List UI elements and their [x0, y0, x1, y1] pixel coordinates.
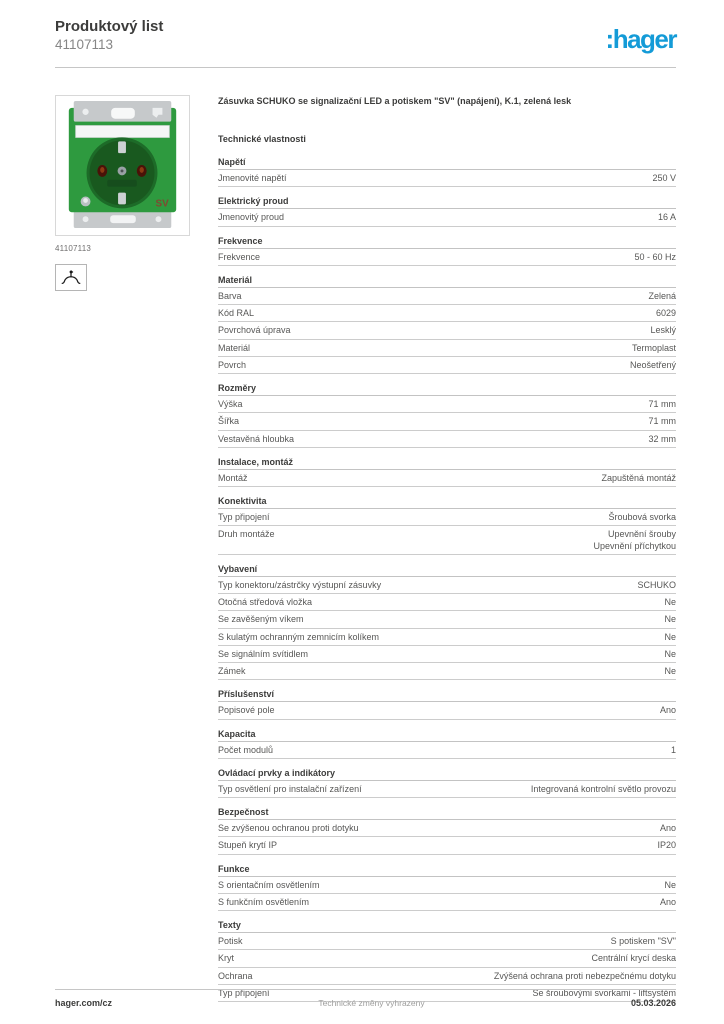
spec-label: Typ konektoru/zástrčky výstupní zásuvky [218, 579, 382, 590]
spec-value-line: Centrální krycí deska [591, 953, 676, 964]
spec-value [648, 416, 676, 427]
earth-clip-bottom [118, 193, 126, 205]
content-area [55, 95, 676, 1011]
spec-value [664, 614, 676, 625]
spec-value-line: 32 mm [648, 433, 676, 444]
spec-section-heading: Napětí [218, 157, 676, 170]
schuko-socket-symbol-icon [55, 264, 87, 291]
page-header [55, 18, 676, 68]
spec-label: Vestavěná hloubka [218, 433, 295, 444]
spec-row [218, 413, 676, 430]
spec-value-line: 71 mm [648, 399, 676, 410]
spec-row [218, 742, 676, 759]
spec-section [218, 729, 676, 759]
spec-value [656, 308, 676, 319]
spec-row [218, 509, 676, 526]
spec-value [593, 529, 676, 552]
spec-value [664, 597, 676, 608]
spec-label: Jmenovitý proud [218, 212, 285, 223]
spec-label: S kulatým ochranným zemnicím kolíkem [218, 631, 380, 642]
spec-value-line: Neošetřený [629, 359, 676, 370]
earth-clip-top [118, 141, 126, 153]
spec-label: Kryt [218, 953, 235, 964]
spec-label: Otočná středová vložka [218, 597, 313, 608]
spec-row [218, 968, 676, 985]
spec-section-heading: Ovládací prvky a indikátory [218, 768, 676, 781]
spec-section-heading: Bezpečnost [218, 807, 676, 820]
spec-label: Montáž [218, 472, 248, 483]
spec-value [664, 666, 676, 677]
right-column [218, 95, 676, 1011]
spec-value [652, 173, 676, 184]
spec-section [218, 157, 676, 187]
spec-section-heading: Vybavení [218, 564, 676, 577]
spec-label: Povrch [218, 359, 247, 370]
spec-value-line: Termoplast [631, 342, 676, 353]
spec-row [218, 933, 676, 950]
spec-value-line: Ne [664, 631, 676, 642]
spec-row [218, 594, 676, 611]
spec-section [218, 383, 676, 448]
spec-label: Potisk [218, 936, 243, 947]
spec-label: Barva [218, 290, 242, 301]
spec-row [218, 629, 676, 646]
spec-value-line: Ano [659, 705, 676, 716]
socket-schematic-glyph [59, 268, 83, 287]
page-footer [55, 989, 676, 1008]
spec-row [218, 357, 676, 374]
spec-value [634, 252, 676, 263]
spec-row [218, 577, 676, 594]
spec-label: Počet modulů [218, 744, 274, 755]
spec-value-line: 16 A [657, 212, 676, 223]
spec-value-line: Se šroubovými svorkami - liftsystém [532, 987, 676, 998]
spec-value-line: S potiskem "SV" [610, 936, 676, 947]
spec-label: S funkčním osvětlením [218, 896, 310, 907]
spec-value [660, 897, 676, 908]
product-photo [55, 95, 190, 236]
spec-row [218, 470, 676, 487]
spec-row [218, 950, 676, 967]
spec-value-line: Integrovaná kontrolní světlo provozu [530, 783, 676, 794]
spec-section-heading: Příslušenství [218, 689, 676, 702]
spec-value-line: Ne [664, 879, 676, 890]
spec-label: Typ připojení [218, 512, 270, 523]
spec-row [218, 877, 676, 894]
embossed-slot [107, 180, 137, 187]
spec-value-line: Šroubová svorka [608, 512, 676, 523]
spec-section [218, 457, 676, 487]
spec-value-line: Ne [664, 648, 676, 659]
spec-value-line: 6029 [655, 308, 676, 319]
spec-section [218, 236, 676, 266]
spec-value-line: 50 - 60 Hz [634, 251, 676, 262]
spec-row [218, 702, 676, 719]
spec-label: Se signálním svítidlem [218, 648, 309, 659]
footer-url[interactable]: hager.com/cz [55, 998, 113, 1008]
spec-row [218, 611, 676, 628]
spec-label: Typ osvětlení pro instalační zařízení [218, 783, 362, 794]
spec-row [218, 340, 676, 357]
spec-value-line: Lesklý [650, 325, 676, 336]
hager-logo: :hager [605, 24, 676, 54]
spec-value-line: Ne [664, 666, 676, 677]
product-photo-label: 41107113 [55, 244, 92, 253]
spec-value-line: Upevnění šrouby [607, 529, 676, 540]
spec-value [650, 325, 676, 336]
spec-section [218, 689, 676, 719]
spec-section [218, 496, 676, 555]
spec-value [611, 936, 676, 947]
spec-value [658, 212, 676, 223]
spec-value-line: Upevnění příchytkou [593, 540, 676, 551]
spec-value [660, 705, 676, 716]
spec-value-line: Ne [664, 614, 676, 625]
spec-value [608, 512, 676, 523]
spec-row [218, 837, 676, 854]
spec-label: Zámek [218, 666, 246, 677]
spec-row [218, 431, 676, 448]
spec-value [657, 840, 676, 851]
spec-value-line: Ano [659, 823, 676, 834]
spec-section [218, 275, 676, 374]
spec-row [218, 249, 676, 266]
spec-label: Typ připojení [218, 987, 270, 998]
spec-label: Se zvýšenou ochranou proti dotyku [218, 823, 359, 834]
spec-value [648, 291, 676, 302]
spec-label: Materiál [218, 342, 251, 353]
spec-section-heading: Rozměry [218, 383, 676, 396]
spec-table [218, 157, 676, 1002]
spec-value-line: IP20 [657, 840, 676, 851]
footer-note: Technické změny vyhrazeny [318, 998, 425, 1008]
spec-value [531, 784, 676, 795]
spec-row [218, 820, 676, 837]
product-title: Zásuvka SCHUKO se signalizační LED a potiskem "SV" (napájení), K.1, zelená lesk [218, 96, 572, 106]
spec-row [218, 663, 676, 680]
spec-label: Jmenovité napětí [218, 173, 287, 184]
spec-label: S orientačním osvětlením [218, 879, 320, 890]
spec-value-line: 250 V [652, 173, 676, 184]
spec-label: Frekvence [218, 251, 261, 262]
spec-value [494, 971, 676, 982]
spec-section [218, 864, 676, 912]
spec-row [218, 305, 676, 322]
spec-section [218, 196, 676, 226]
spec-row [218, 526, 676, 555]
spec-row [218, 781, 676, 798]
spec-value-line: Zapuštěná montáž [601, 472, 676, 483]
spec-label: Šířka [218, 416, 240, 427]
spec-value [648, 399, 676, 410]
spec-row [218, 209, 676, 226]
spec-value-line: Ano [659, 896, 676, 907]
spec-value [660, 823, 676, 834]
spec-section-heading: Funkce [218, 864, 676, 877]
spec-label: Kód RAL [218, 308, 255, 319]
spec-row [218, 396, 676, 413]
spec-value [671, 745, 676, 756]
footer-date: 05.03.2026 [630, 998, 676, 1008]
page-title: Produktový list [55, 18, 164, 35]
spec-value [664, 880, 676, 891]
left-column [55, 95, 218, 1011]
spec-label: Výška [218, 399, 243, 410]
spec-section-heading: Instalace, montáž [218, 457, 676, 470]
spec-value-line: Zelená [648, 290, 676, 301]
spec-label: Ochrana [218, 970, 253, 981]
tech-properties-heading: Technické vlastnosti [218, 134, 306, 145]
spec-row [218, 322, 676, 339]
spec-section [218, 807, 676, 855]
spec-section-heading: Elektrický proud [218, 196, 676, 209]
spec-row [218, 646, 676, 663]
spec-label: Druh montáže [218, 529, 275, 540]
spec-value-line: SCHUKO [637, 579, 676, 590]
spec-label: Se zavěšeným víkem [218, 614, 304, 625]
spec-section-heading: Kapacita [218, 729, 676, 742]
spec-section-heading: Konektivita [218, 496, 676, 509]
spec-value [601, 473, 676, 484]
spec-label: Povrchová úprava [218, 325, 291, 336]
spec-section [218, 564, 676, 681]
spec-section-heading: Frekvence [218, 236, 676, 249]
header-left [55, 18, 163, 53]
product-number: 41107113 [55, 36, 114, 52]
spec-value [664, 632, 676, 643]
sv-print-label: SV [155, 198, 169, 210]
spec-value [630, 360, 676, 371]
product-photo-illustration [56, 96, 189, 235]
spec-label: Stupeň krytí IP [218, 840, 278, 851]
spec-value [591, 953, 676, 964]
spec-label: Popisové pole [218, 705, 275, 716]
spec-value [637, 580, 676, 591]
spec-section-heading: Texty [218, 920, 676, 933]
spec-value-line: 71 mm [648, 416, 676, 427]
spec-section-heading: Materiál [218, 275, 676, 288]
spec-value-line: Ne [664, 597, 676, 608]
spec-row [218, 288, 676, 305]
spec-value-line: 1 [670, 744, 676, 755]
spec-row [218, 894, 676, 911]
spec-value [632, 343, 676, 354]
label-strip [76, 126, 170, 138]
spec-section [218, 768, 676, 798]
spec-value-line: Zvýšená ochrana proti nebezpečnému dotyku [493, 970, 676, 981]
spec-value [664, 649, 676, 660]
spec-row [218, 170, 676, 187]
spec-value [648, 434, 676, 445]
